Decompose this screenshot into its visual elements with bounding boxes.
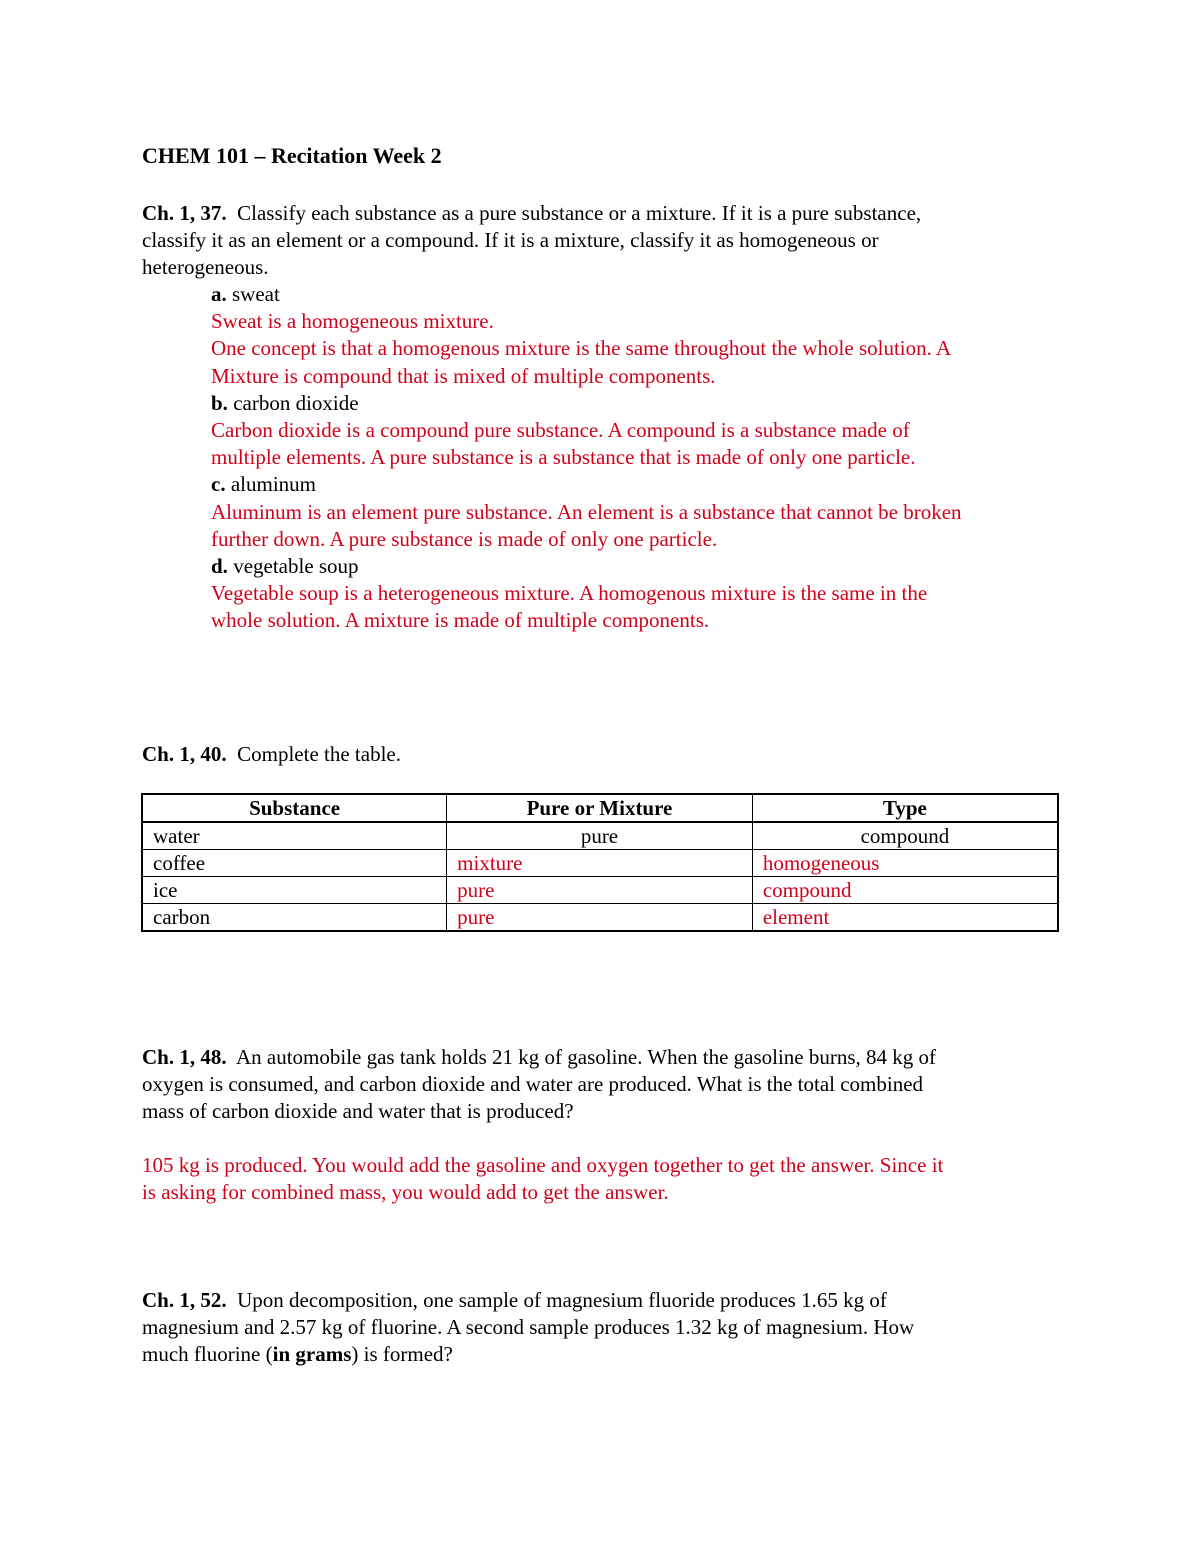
table-row [142, 822, 1058, 850]
table-cell: carbon [142, 904, 447, 932]
question-52-line-3 [142, 1341, 1062, 1368]
answer-line: Carbon dioxide is a compound pure substance. A compound is a substance made of [211, 418, 910, 443]
question-40 [142, 741, 1062, 768]
item-label: aluminum [230, 472, 316, 497]
table-row [142, 877, 1058, 904]
answer-line: multiple elements. A pure substance is a substance that is made of only one particle. [211, 445, 916, 470]
question-52-prompt-line: magnesium and 2.57 kg of fluorine. A second sample produces 1.32 kg of magnesium. How [142, 1315, 915, 1340]
item-label: sweat [232, 282, 280, 306]
question-48 [142, 1044, 1062, 1126]
item-a [211, 281, 1071, 308]
item-label: vegetable soup [233, 554, 359, 579]
question-48-prompt-line: oxygen is consumed, and carbon dioxide and water are produced. What is the total combined [142, 1072, 924, 1097]
question-37-items [211, 281, 1071, 635]
classification-table [141, 793, 1059, 932]
question-52-prompt-post: ) is formed? [351, 1342, 453, 1367]
question-52-prompt-pre: much fluorine ( [142, 1342, 273, 1367]
question-37-ref: Ch. 1, 37. [142, 201, 227, 225]
question-37-line-1 [142, 200, 1062, 227]
question-48-answer [142, 1152, 1062, 1206]
question-52 [142, 1287, 1062, 1369]
table-cell-answer: pure [447, 877, 753, 904]
question-37-prompt-line: heterogeneous. [142, 255, 269, 280]
item-label: carbon dioxide [233, 390, 359, 415]
table-cell: compound [752, 822, 1058, 850]
answer-line: further down. A pure substance is made of only one particle. [211, 526, 718, 551]
table-header: Pure or Mixture [447, 794, 753, 822]
table-cell-answer: homogeneous [752, 850, 1058, 877]
table-row [142, 904, 1058, 932]
document-title: CHEM 101 – Recitation Week 2 [142, 143, 442, 168]
answer-line: Aluminum is an element pure substance. An element is a substance that cannot be broken [211, 499, 962, 524]
table-row [142, 850, 1058, 877]
question-52-prompt-bold: in grams [272, 1342, 352, 1367]
item-letter: d. [211, 554, 228, 579]
item-letter: a. [211, 282, 227, 306]
question-40-ref: Ch. 1, 40. [142, 742, 227, 766]
table-cell: water [142, 822, 447, 850]
answer-line: One concept is that a homogenous mixture is the same throughout the whole solution. A [211, 336, 952, 361]
item-b [211, 390, 1071, 417]
question-48-prompt-line: mass of carbon dioxide and water that is produced? [142, 1099, 574, 1124]
table-header-row [142, 794, 1058, 822]
answer-line: Mixture is compound that is mixed of multiple components. [211, 363, 716, 388]
table-cell-answer: element [752, 904, 1058, 932]
answer-line: Sweat is a homogeneous mixture. [211, 309, 494, 334]
item-c [211, 471, 1071, 498]
table-cell: ice [142, 877, 447, 904]
question-52-ref: Ch. 1, 52. [142, 1288, 227, 1312]
question-37 [142, 200, 1062, 282]
table-header: Substance [142, 794, 447, 822]
item-letter: c. [211, 472, 226, 497]
answer-line: 105 kg is produced. You would add the gasoline and oxygen together to get the answer. Since it [142, 1153, 944, 1177]
question-37-prompt-line: Classify each substance as a pure substance or a mixture. If it is a pure substance, [237, 201, 922, 225]
table-cell: coffee [142, 850, 447, 877]
question-37-prompt-line: classify it as an element or a compound. If it is a mixture, classify it as homogeneous or [142, 228, 879, 253]
question-48-line-1 [142, 1044, 1062, 1071]
question-48-prompt-line: An automobile gas tank holds 21 kg of gasoline. When the gasoline burns, 84 kg of [235, 1045, 937, 1069]
question-40-prompt: Complete the table. [237, 742, 401, 766]
answer-line: Vegetable soup is a heterogeneous mixture. A homogenous mixture is the same in the [211, 581, 928, 606]
table-cell-answer: mixture [447, 850, 753, 877]
table-cell-answer: pure [447, 904, 753, 932]
question-52-line-1 [142, 1287, 1062, 1314]
table-cell-answer: compound [752, 877, 1058, 904]
answer-line: whole solution. A mixture is made of multiple components. [211, 608, 710, 633]
table-cell: pure [447, 822, 753, 850]
question-52-prompt-line: Upon decomposition, one sample of magnesium fluoride produces 1.65 kg of [237, 1288, 887, 1312]
table-header: Type [752, 794, 1058, 822]
answer-line: is asking for combined mass, you would add to get the answer. [142, 1180, 669, 1205]
item-d [211, 553, 1071, 580]
item-letter: b. [211, 390, 228, 415]
question-48-ref: Ch. 1, 48. [142, 1045, 227, 1069]
